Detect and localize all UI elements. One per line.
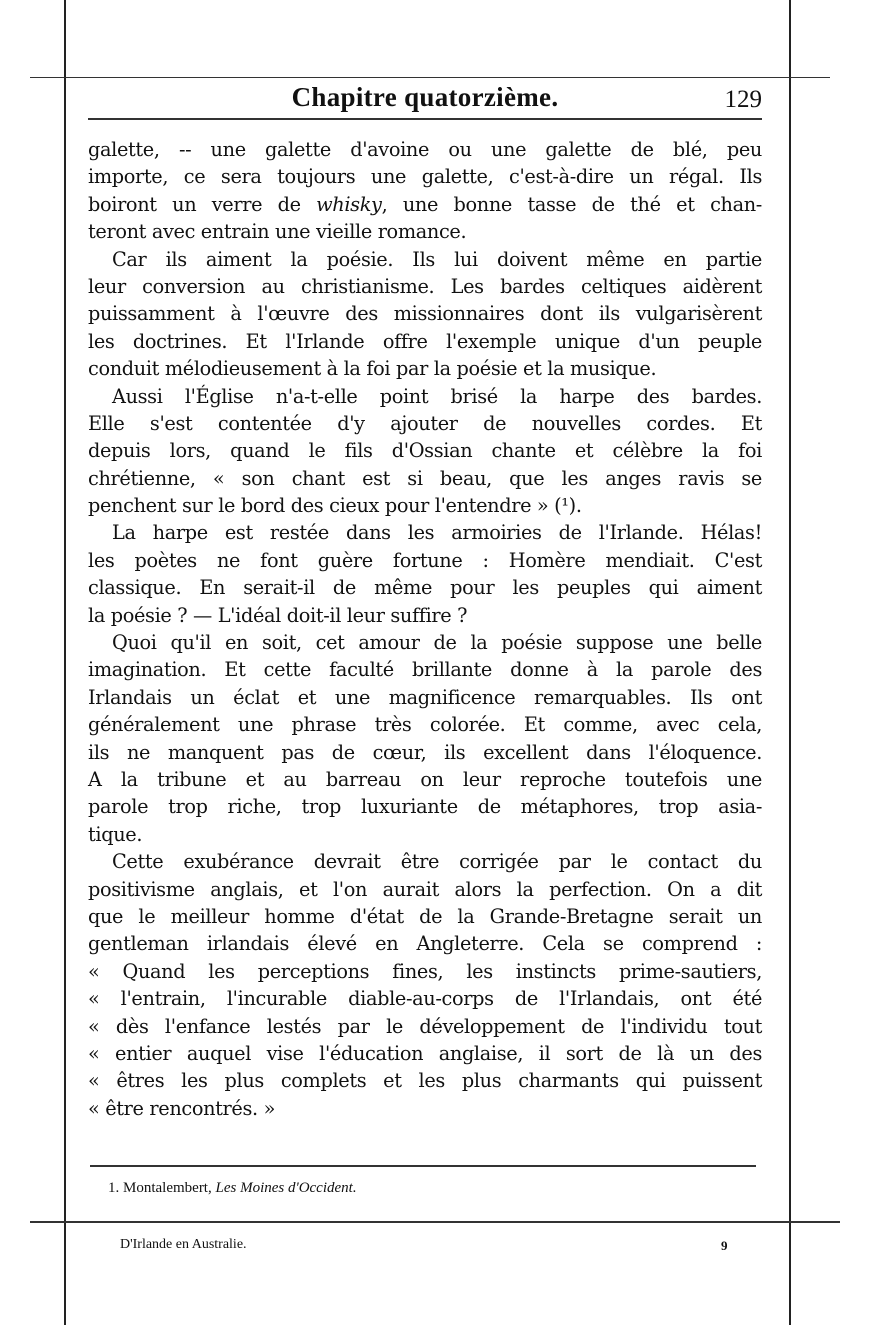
text-line (88, 465, 762, 492)
chapter-title: Chapitre quatorzième. (291, 82, 559, 112)
line-text: les poètes ne font guère fortune : Homère mendiait. C'est (88, 548, 762, 572)
text-line (88, 300, 762, 327)
line-text: parole trop riche, trop luxuriante de métaphores, trop asia- (88, 795, 762, 819)
line-text: les doctrines. Et l'Irlande offre l'exemple unique d'un peuple (88, 329, 762, 353)
text-line (88, 602, 762, 629)
page-number: 129 (724, 86, 762, 113)
text-line (88, 848, 762, 875)
text-line (88, 383, 762, 410)
text-line (88, 1013, 762, 1040)
text-line (88, 273, 762, 300)
top-scan-line (30, 77, 830, 78)
header-rule (88, 118, 762, 120)
line-text: « l'entrain, l'incurable diable-au-corps de l'Irlandais, ont été (88, 987, 762, 1011)
line-text: Car ils aiment la poésie. Ils lui doivent même en partie (112, 247, 762, 271)
running-head (88, 84, 762, 118)
line-text: La harpe est restée dans les armoiries de l'Irlande. Hélas! (112, 521, 762, 545)
line-text: conduit mélodieusement à la foi par la poésie et la musique. (88, 357, 657, 381)
text-line (88, 1095, 762, 1122)
line-text: Aussi l'Église n'a-t-elle point brisé la harpe des bardes. (112, 384, 762, 408)
line-text: « Quand les perceptions fines, les instincts prime-sautiers, (88, 959, 762, 983)
line-text: chrétienne, « son chant est si beau, que les anges ravis se (88, 466, 762, 490)
text-line (88, 547, 762, 574)
signature-text: D'Irlande en Australie. (120, 1237, 247, 1252)
line-text: boiront un verre de (88, 192, 317, 216)
line-text: Quoi qu'il en soit, cet amour de la poésie suppose une belle (112, 631, 762, 655)
text-line (88, 136, 762, 163)
text-line (88, 793, 762, 820)
text-line (88, 163, 762, 190)
text-line (88, 711, 762, 738)
text-line (88, 437, 762, 464)
line-text: « entier auquel vise l'éducation anglaise, il sort de là un des (88, 1041, 762, 1065)
text-line (88, 519, 762, 546)
line-text: Elle s'est contentée d'y ajouter de nouvelles cordes. Et (88, 411, 762, 435)
line-text: Cette exubérance devrait être corrigée par le contact du (112, 850, 762, 874)
right-margin-rule (789, 0, 791, 1325)
line-text: que le meilleur homme d'état de la Grande-Bretagne serait un (88, 904, 762, 928)
italic-word: whisky (316, 192, 382, 216)
footnote-rule (90, 1165, 756, 1167)
signature-number: 9 (721, 1238, 728, 1253)
text-line (88, 218, 762, 245)
text-line (88, 684, 762, 711)
line-text: A la tribune et au barreau on leur reproche toutefois une (88, 767, 762, 791)
line-text: la poésie ? — L'idéal doit-il leur suffire ? (88, 603, 468, 627)
line-text: « dès l'enfance lestés par le développement de l'individu tout (88, 1014, 762, 1038)
text-line (88, 876, 762, 903)
left-margin-rule (64, 0, 66, 1325)
body-text (88, 136, 762, 1122)
line-text: galette, -- une galette d'avoine ou une galette de blé, peu (88, 138, 762, 161)
line-text: positivisme anglais, et l'on aurait alors la perfection. On a dit (88, 877, 762, 901)
line-text: classique. En serait-il de même pour les peuples qui aiment (88, 576, 762, 600)
footnote-title: Les Moines d'Occident. (215, 1180, 357, 1196)
text-line (88, 985, 762, 1012)
text-line (88, 410, 762, 437)
text-line (88, 903, 762, 930)
text-line (88, 492, 762, 519)
text-line (88, 574, 762, 601)
text-line (88, 656, 762, 683)
text-line (88, 930, 762, 957)
line-text: teront avec entrain une vieille romance. (88, 220, 467, 244)
text-line (88, 958, 762, 985)
line-text: leur conversion au christianisme. Les bardes celtiques aidèrent (88, 274, 762, 298)
line-text: importe, ce sera toujours une galette, c'est-à-dire un régal. Ils (88, 165, 762, 189)
footnote (108, 1180, 357, 1197)
text-line (88, 355, 762, 382)
text-line (88, 246, 762, 273)
line-text: ils ne manquent pas de cœur, ils excellent dans l'éloquence. (88, 740, 762, 764)
line-text: puissamment à l'œuvre des missionnaires dont ils vulgarisèrent (88, 302, 762, 326)
line-text: gentleman irlandais élevé en Angleterre. Cela se comprend : (88, 932, 762, 956)
text-line (88, 766, 762, 793)
text-line (88, 191, 762, 218)
line-text: , une bonne tasse de thé et chan- (381, 192, 762, 216)
line-text: tique. (88, 822, 143, 846)
footnote-number: 1. (108, 1180, 120, 1196)
text-line (88, 1040, 762, 1067)
line-text: généralement une phrase très colorée. Et comme, avec cela, (88, 713, 762, 737)
text-line (88, 739, 762, 766)
footnote-author: Montalembert, (123, 1180, 212, 1196)
text-line (88, 1067, 762, 1094)
line-text: imagination. Et cette faculté brillante donne à la parole des (88, 658, 762, 682)
line-text: Irlandais un éclat et une magnificence remarquables. Ils ont (88, 685, 762, 709)
text-line (88, 328, 762, 355)
bottom-scan-line (30, 1221, 840, 1223)
line-text: « êtres les plus complets et les plus charmants qui puissent (88, 1069, 762, 1093)
text-line (88, 629, 762, 656)
line-text: penchent sur le bord des cieux pour l'entendre » (¹). (88, 494, 582, 518)
line-text: « être rencontrés. » (88, 1096, 276, 1120)
line-text: depuis lors, quand le fils d'Ossian chante et célèbre la foi (88, 439, 762, 463)
text-line (88, 821, 762, 848)
